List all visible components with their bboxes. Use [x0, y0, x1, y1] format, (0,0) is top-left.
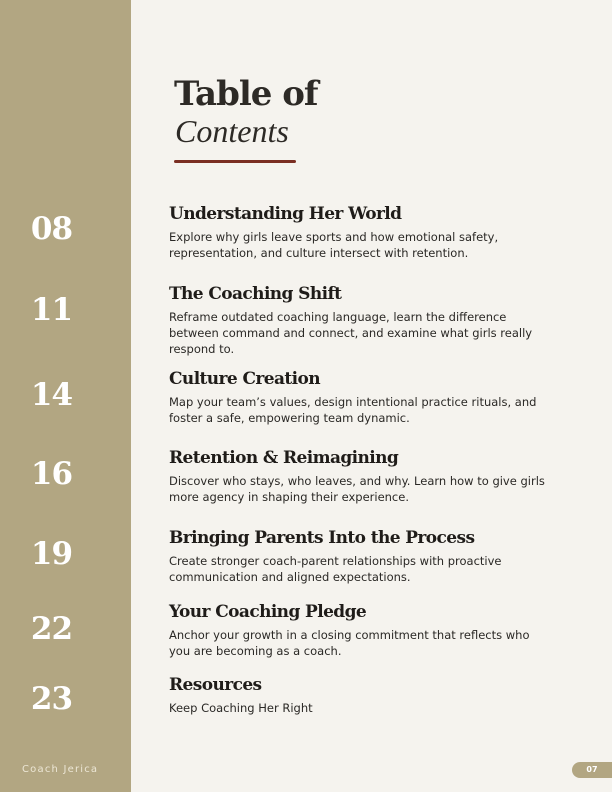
- page-title-italic: Contents: [175, 113, 289, 149]
- brand-name: Coach Jerica: [22, 764, 99, 775]
- toc-entry-description: Keep Coaching Her Right: [169, 701, 313, 715]
- toc-entry-heading: The Coaching Shift: [169, 284, 342, 304]
- toc-entry-description: Discover who stays, who leaves, and why. Learn how to give girls more agency in shaping their experience.: [169, 474, 545, 504]
- page-number-retention-reimagining: 16: [30, 456, 73, 492]
- title-underline: [174, 160, 296, 163]
- toc-entry-heading: Understanding Her World: [169, 204, 402, 224]
- toc-entry-description: Explore why girls leave sports and how emotional safety, representation, and culture intersect with retention.: [169, 230, 499, 260]
- toc-entry-heading: Culture Creation: [169, 369, 320, 389]
- page-number-culture-creation: 14: [30, 377, 73, 413]
- page-number-the-coaching-shift: 11: [30, 292, 73, 328]
- toc-entry-heading: Bringing Parents Into the Process: [169, 528, 475, 548]
- toc-entry[interactable]: [169, 674, 549, 716]
- page-number-understanding-her-world: 08: [30, 211, 73, 247]
- toc-entry-description: Anchor your growth in a closing commitment that reflects who you are becoming as a coach.: [169, 628, 530, 658]
- toc-entry-heading: Your Coaching Pledge: [169, 602, 367, 622]
- page-title: Table of: [174, 74, 318, 114]
- toc-entry[interactable]: [169, 447, 549, 505]
- toc-entry[interactable]: [169, 283, 549, 357]
- toc-entry[interactable]: [169, 368, 549, 426]
- toc-entry-description: Create stronger coach-parent relationships with proactive communication and aligned expectations.: [169, 554, 502, 584]
- page-number-coaching-pledge: 22: [30, 611, 73, 647]
- page-number-bringing-parents: 19: [30, 536, 73, 572]
- toc-entry[interactable]: [169, 203, 549, 261]
- toc-entry[interactable]: [169, 527, 549, 585]
- sidebar: [0, 0, 131, 792]
- toc-entry-description: Map your team’s values, design intentional practice rituals, and foster a safe, empowering team dynamic.: [169, 395, 537, 425]
- toc-entry-heading: Retention & Reimagining: [169, 448, 399, 468]
- page-number-resources: 23: [30, 681, 73, 717]
- toc-entry-description: Reframe outdated coaching language, learn the difference between command and connect, and examine what girls really respond to.: [169, 310, 533, 356]
- toc-entry-heading: Resources: [169, 675, 262, 695]
- page-number-badge: 07: [572, 762, 612, 778]
- toc-entry[interactable]: [169, 601, 549, 659]
